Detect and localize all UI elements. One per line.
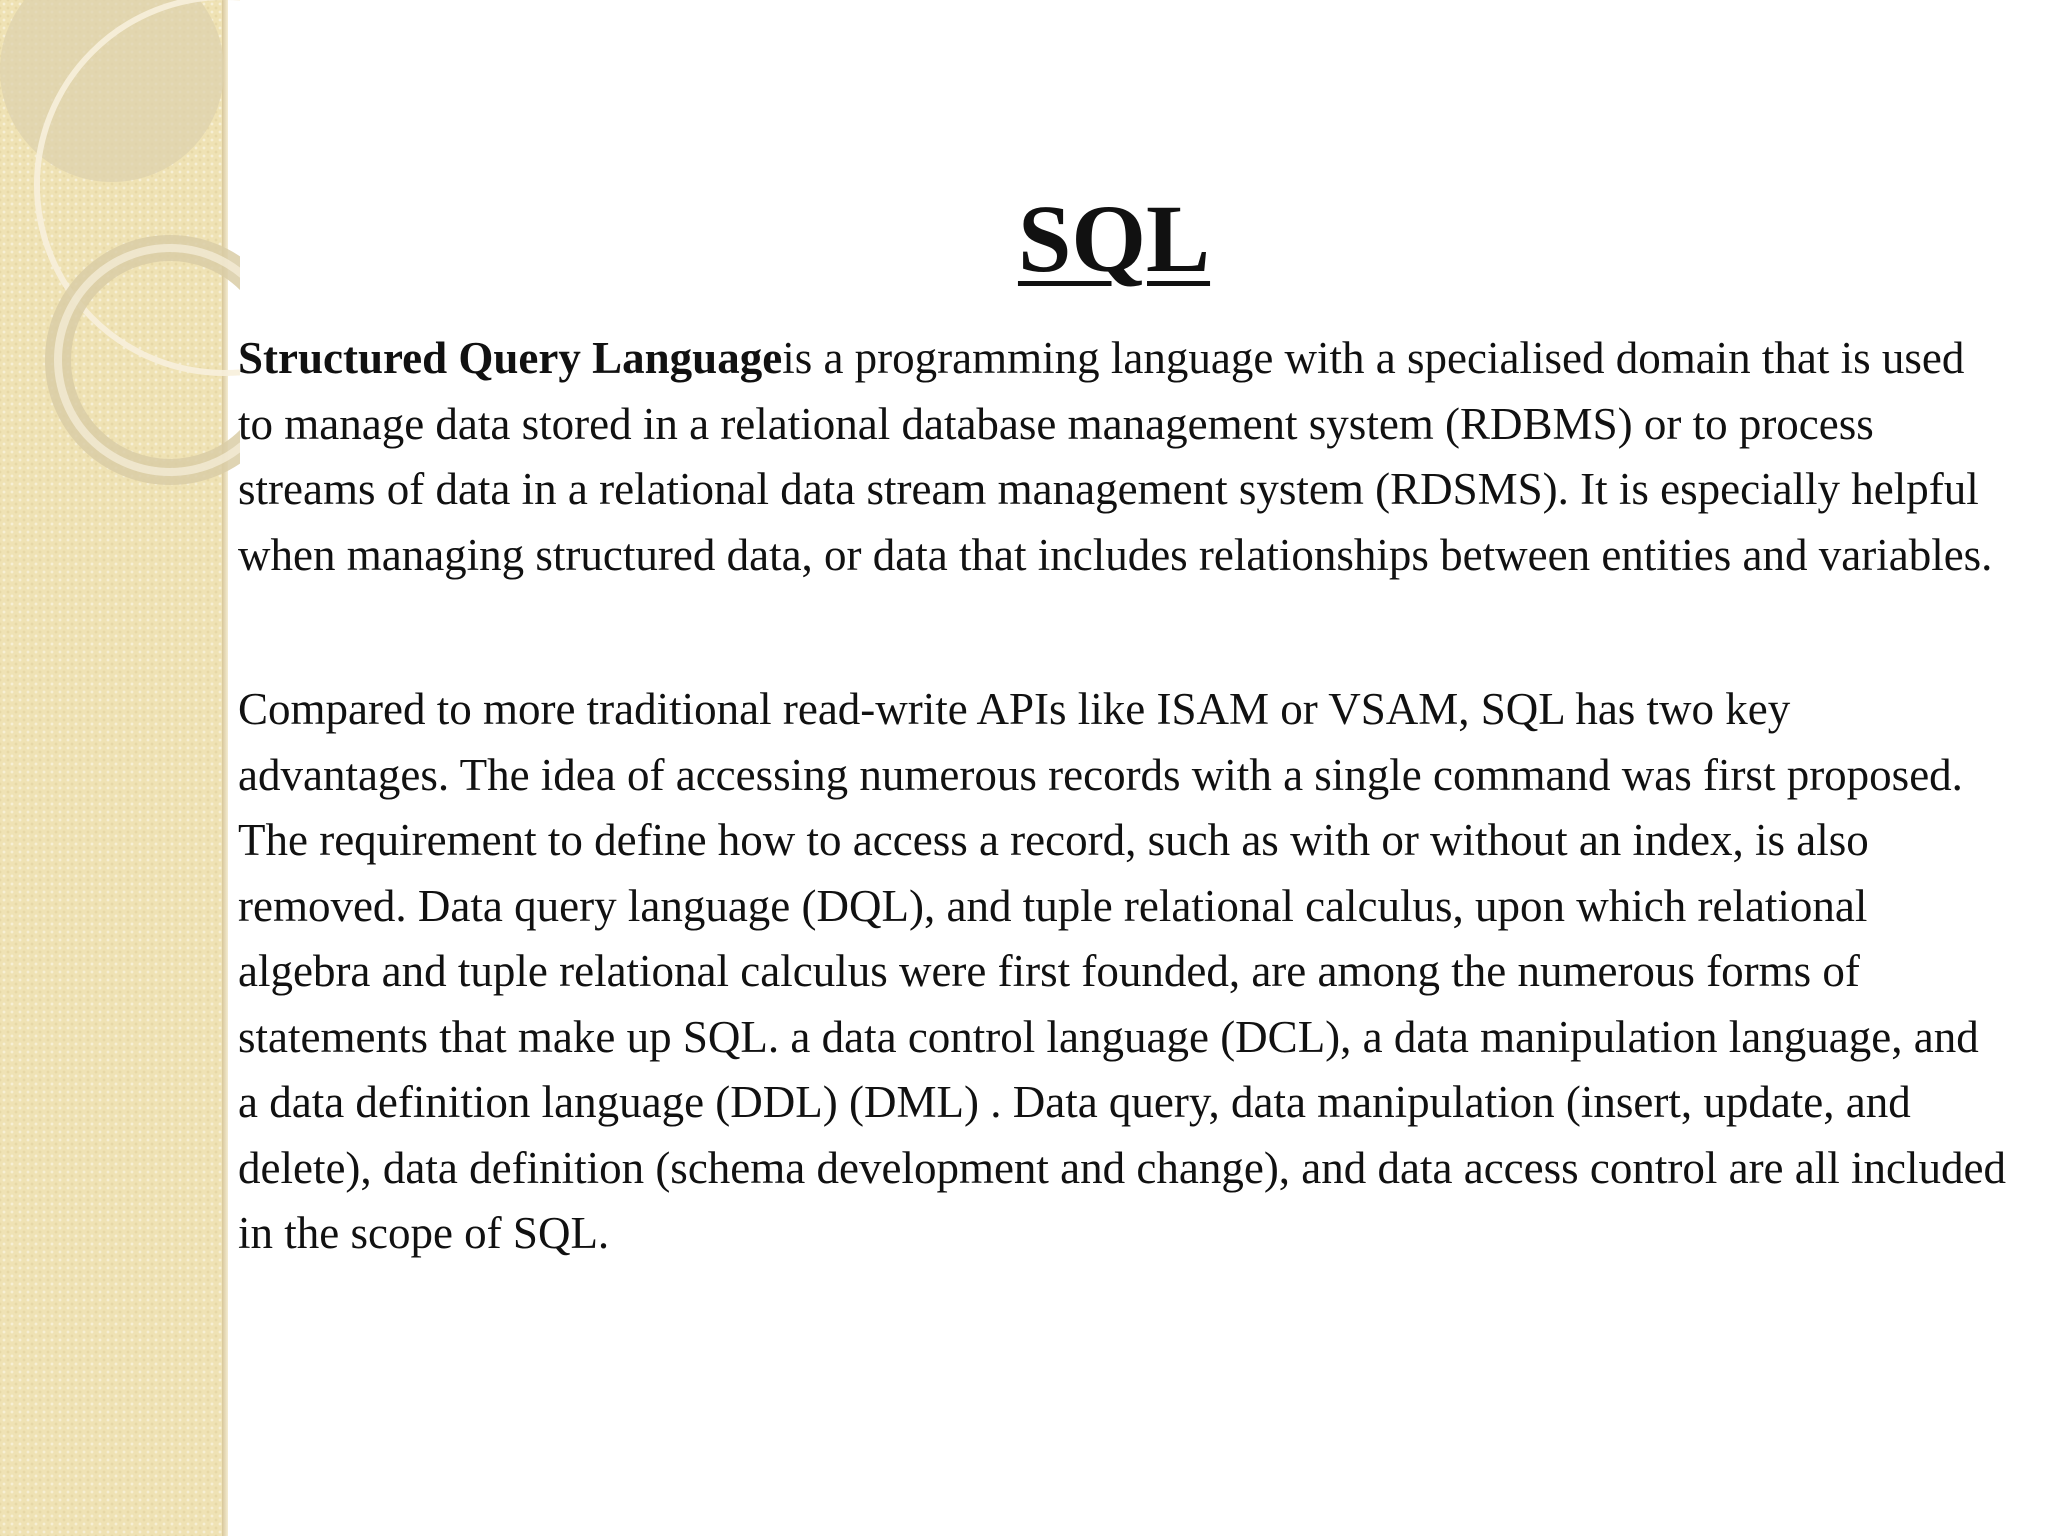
- slide-title: SQL: [1017, 185, 1211, 292]
- paragraph-advantages: Compared to more traditional read-write APIs like ISAM or VSAM, SQL has two key advantages. The idea of accessing numerous records with a single command was first proposed. The requirement to define how to access a record, such as with or without an index, is also removed. Data query language (DQL), and tuple relational calculus, upon which relational algebra and tuple relational calculus were first founded, are among the numerous forms of statements that make up SQL. a data control language (DCL), a data manipulation language, and a data definition language (DDL) (DML) . Data query, data manipulation (insert, update, and delete), data definition (schema development and change), and data access control are all included in the scope of SQL.: [238, 684, 2006, 1258]
- decorative-rings-graphic: [0, 0, 240, 520]
- definition-text: is a programming language with a specialised domain that is used to manage data stored in a relational database management system (RDBMS) or to process streams of data in a relational data stream management system (RDSMS). It is especially helpful when managing structured data, or data that includes relationships between entities and variables.: [238, 333, 1993, 580]
- paragraph-definition: [238, 326, 2008, 588]
- definition-term: Structured Query Language: [238, 333, 783, 383]
- large-shaded-circle: [0, 0, 224, 182]
- slide-content: [238, 0, 2028, 1536]
